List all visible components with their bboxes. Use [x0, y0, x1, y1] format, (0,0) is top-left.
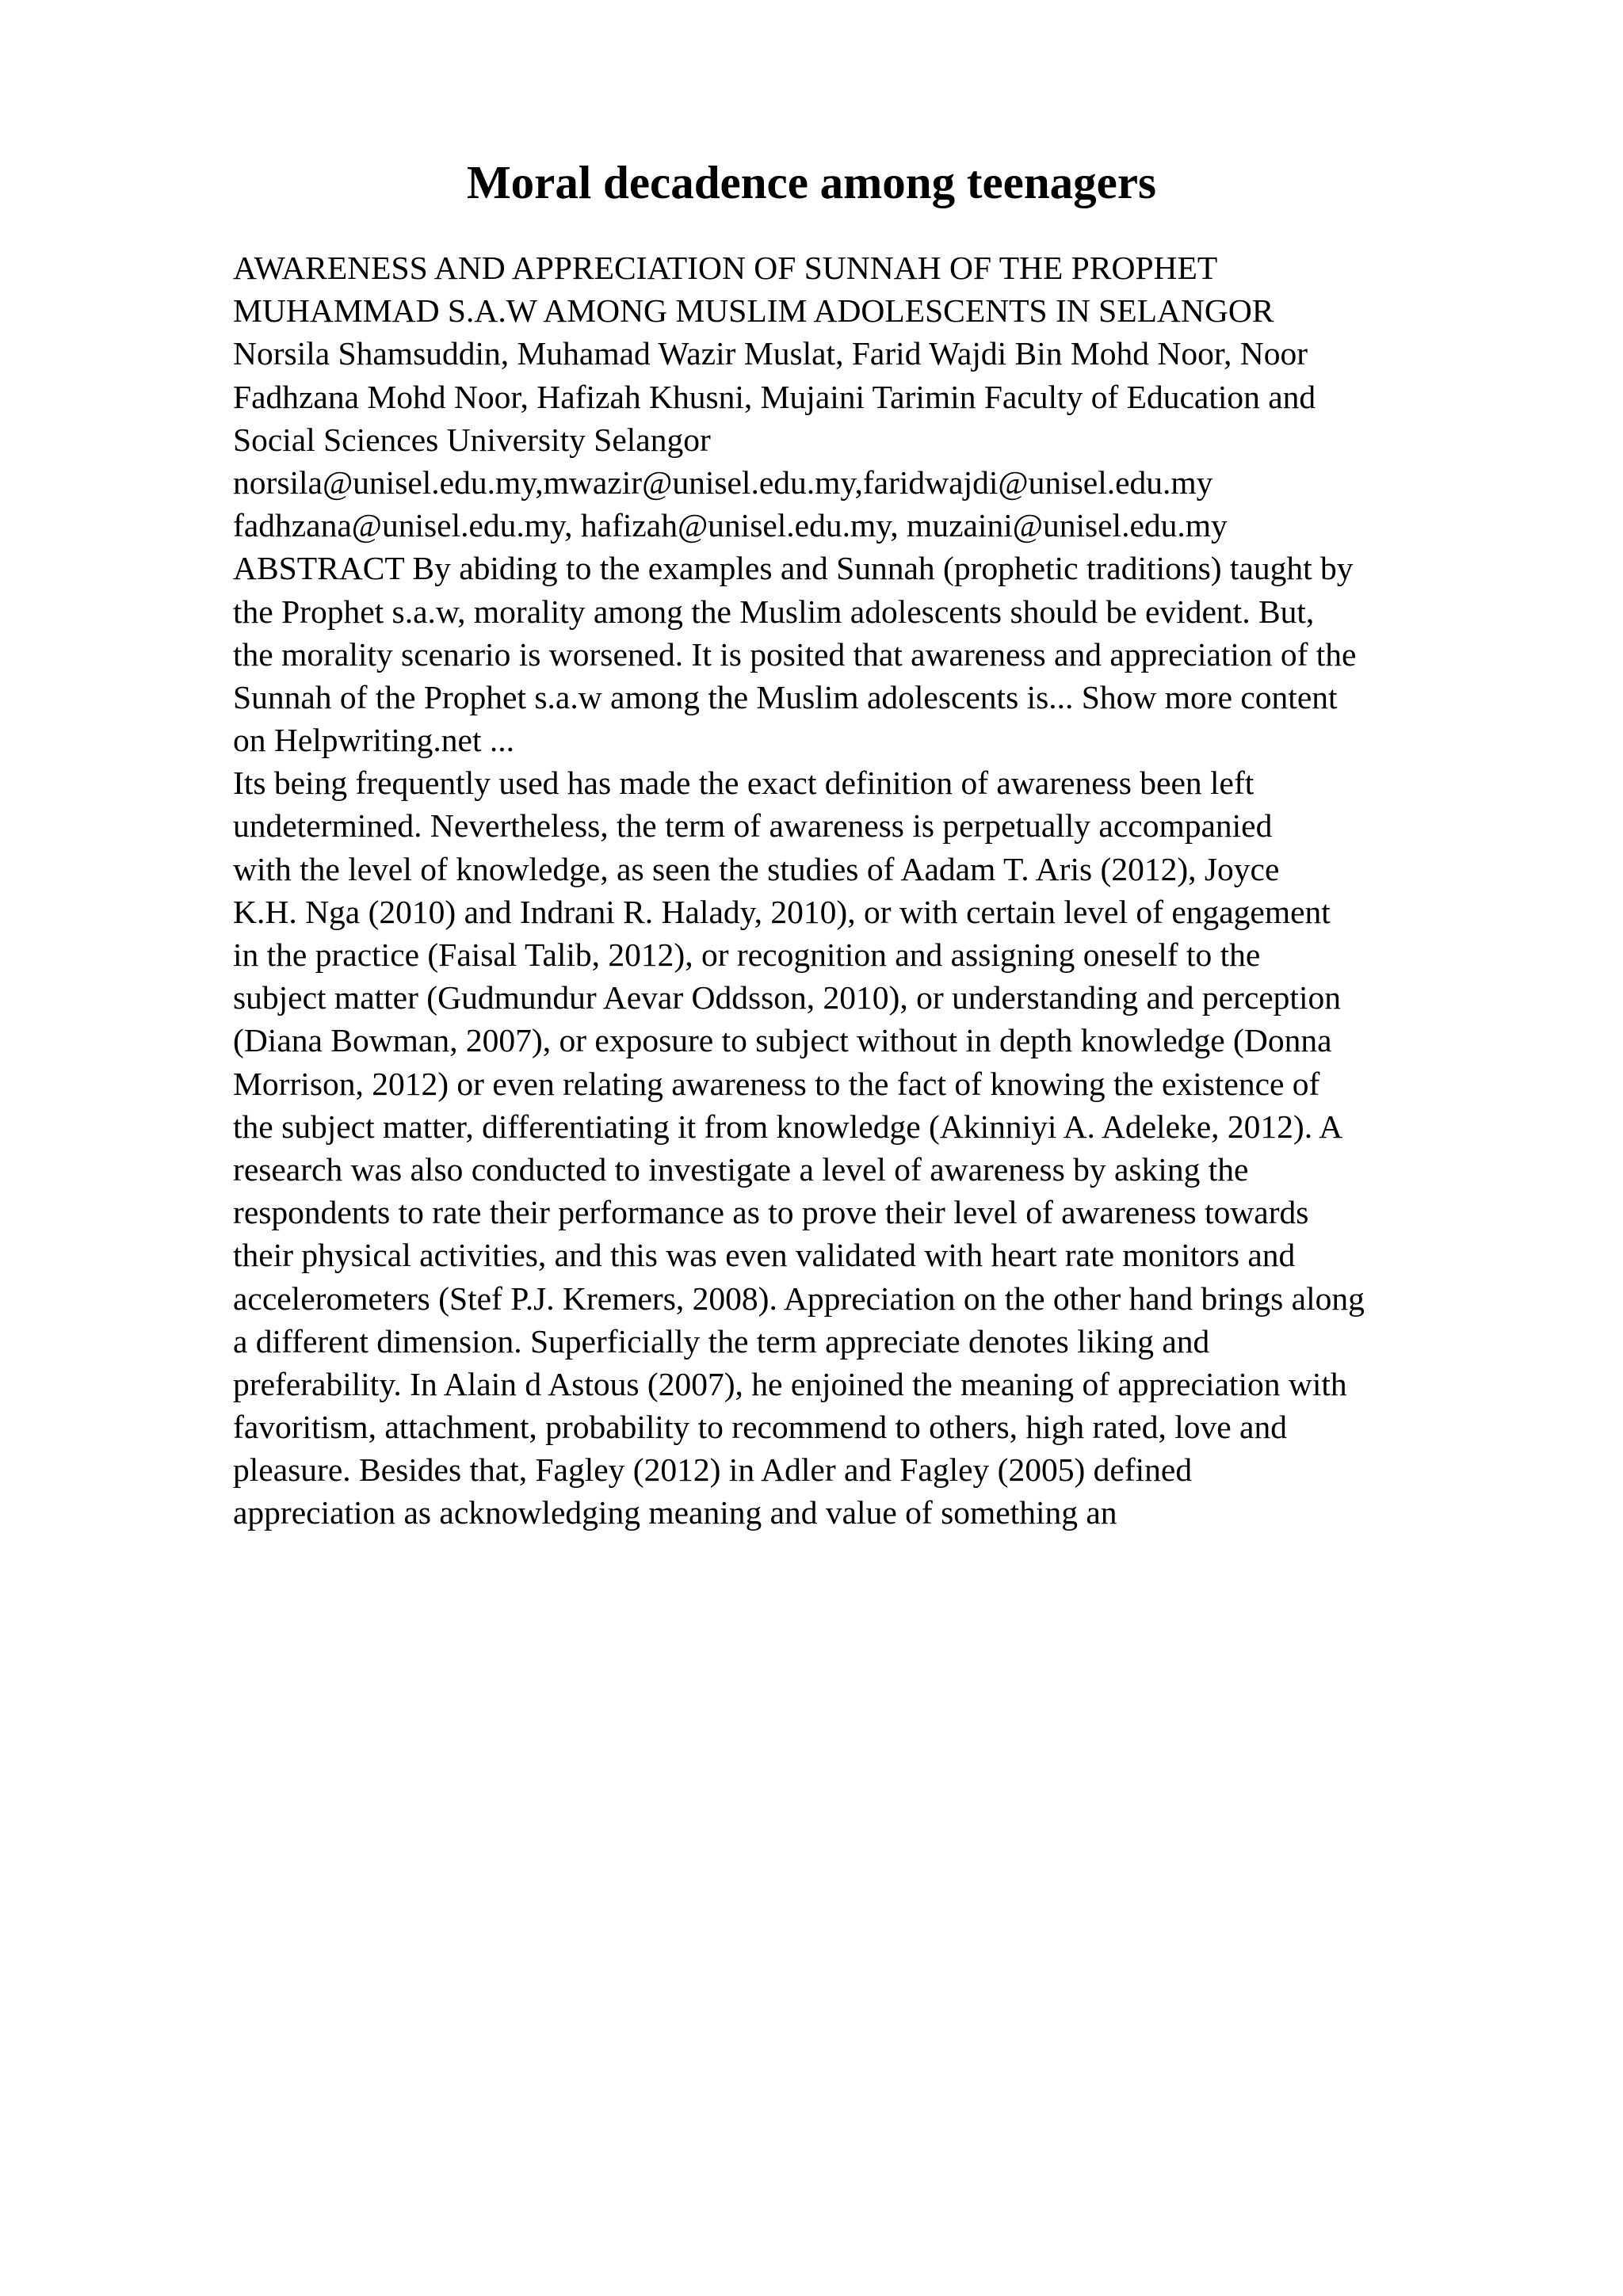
text-line: undetermined. Nevertheless, the term of awareness is perpetually accompanied: [233, 807, 1273, 845]
text-line: favoritism, attachment, probability to recommend to others, high rated, love and: [233, 1409, 1287, 1446]
text-line: Sunnah of the Prophet s.a.w among the Muslim adolescents is... Show more content: [233, 678, 1338, 715]
text-line: preferability. In Alain d Astous (2007), he enjoined the meaning of appreciation with: [233, 1365, 1347, 1402]
text-line: K.H. Nga (2010) and Indrani R. Halady, 2010), or with certain level of engagement: [233, 893, 1331, 930]
text-line: a different dimension. Superficially the term appreciate denotes liking and: [233, 1322, 1210, 1360]
text-line: their physical activities, and this was even validated with heart rate monitors and: [233, 1237, 1296, 1274]
text-line: in the practice (Faisal Talib, 2012), or recognition and assigning oneself to the: [233, 936, 1261, 973]
text-line: Morrison, 2012) or even relating awareness to the fact of knowing the existence of: [233, 1065, 1320, 1102]
text-line: the Prophet s.a.w, morality among the Muslim adolescents should be evident. But,: [233, 593, 1315, 630]
paragraph-abstract: [233, 246, 1549, 761]
document-title: Moral decadence among teenagers: [466, 156, 1157, 208]
text-line: Norsila Shamsuddin, Muhamad Wazir Muslat, Farid Wajdi Bin Mohd Noor, Noor: [233, 335, 1308, 372]
paragraph-body: [233, 761, 1549, 1534]
text-line: accelerometers (Stef P.J. Kremers, 2008). Appreciation on the other hand brings along: [233, 1280, 1365, 1317]
text-line: ABSTRACT By abiding to the examples and Sunnah (prophetic traditions) taught by: [233, 550, 1354, 587]
text-line: Fadhzana Mohd Noor, Hafizah Khusni, Mujaini Tarimin Faculty of Education and: [233, 378, 1316, 415]
text-line: Its being frequently used has made the exact definition of awareness been left: [233, 765, 1254, 802]
text-line: AWARENESS AND APPRECIATION OF SUNNAH OF THE PROPHET: [233, 250, 1218, 286]
text-line: pleasure. Besides that, Fagley (2012) in Adler and Fagley (2005) defined: [233, 1451, 1193, 1489]
text-line: on Helpwriting.net ...: [233, 722, 514, 759]
text-line: Social Sciences University Selangor: [233, 421, 711, 458]
document-body: [233, 246, 1549, 1535]
text-line: subject matter (Gudmundur Aevar Oddsson, 2010), or understanding and perception: [233, 979, 1341, 1016]
text-line: (Diana Bowman, 2007), or exposure to subject without in depth knowledge (Donna: [233, 1022, 1332, 1059]
text-line: fadhzana@unisel.edu.my, hafizah@unisel.edu.my, muzaini@unisel.edu.my: [233, 507, 1228, 544]
text-line: the subject matter, differentiating it from knowledge (Akinniyi A. Adeleke, 2012). A: [233, 1108, 1343, 1145]
text-line: respondents to rate their performance as to prove their level of awareness towards: [233, 1194, 1309, 1231]
text-line: MUHAMMAD S.A.W AMONG MUSLIM ADOLESCENTS IN SELANGOR: [233, 292, 1274, 330]
text-line: with the level of knowledge, as seen the studies of Aadam T. Aris (2012), Joyce: [233, 850, 1280, 887]
text-line: research was also conducted to investigate a level of awareness by asking the: [233, 1150, 1249, 1188]
text-line: norsila@unisel.edu.my,mwazir@unisel.edu.my,faridwajdi@unisel.edu.my: [233, 463, 1213, 501]
text-line: appreciation as acknowledging meaning and value of something an: [233, 1494, 1117, 1531]
text-line: the morality scenario is worsened. It is posited that awareness and appreciation of the: [233, 635, 1357, 673]
